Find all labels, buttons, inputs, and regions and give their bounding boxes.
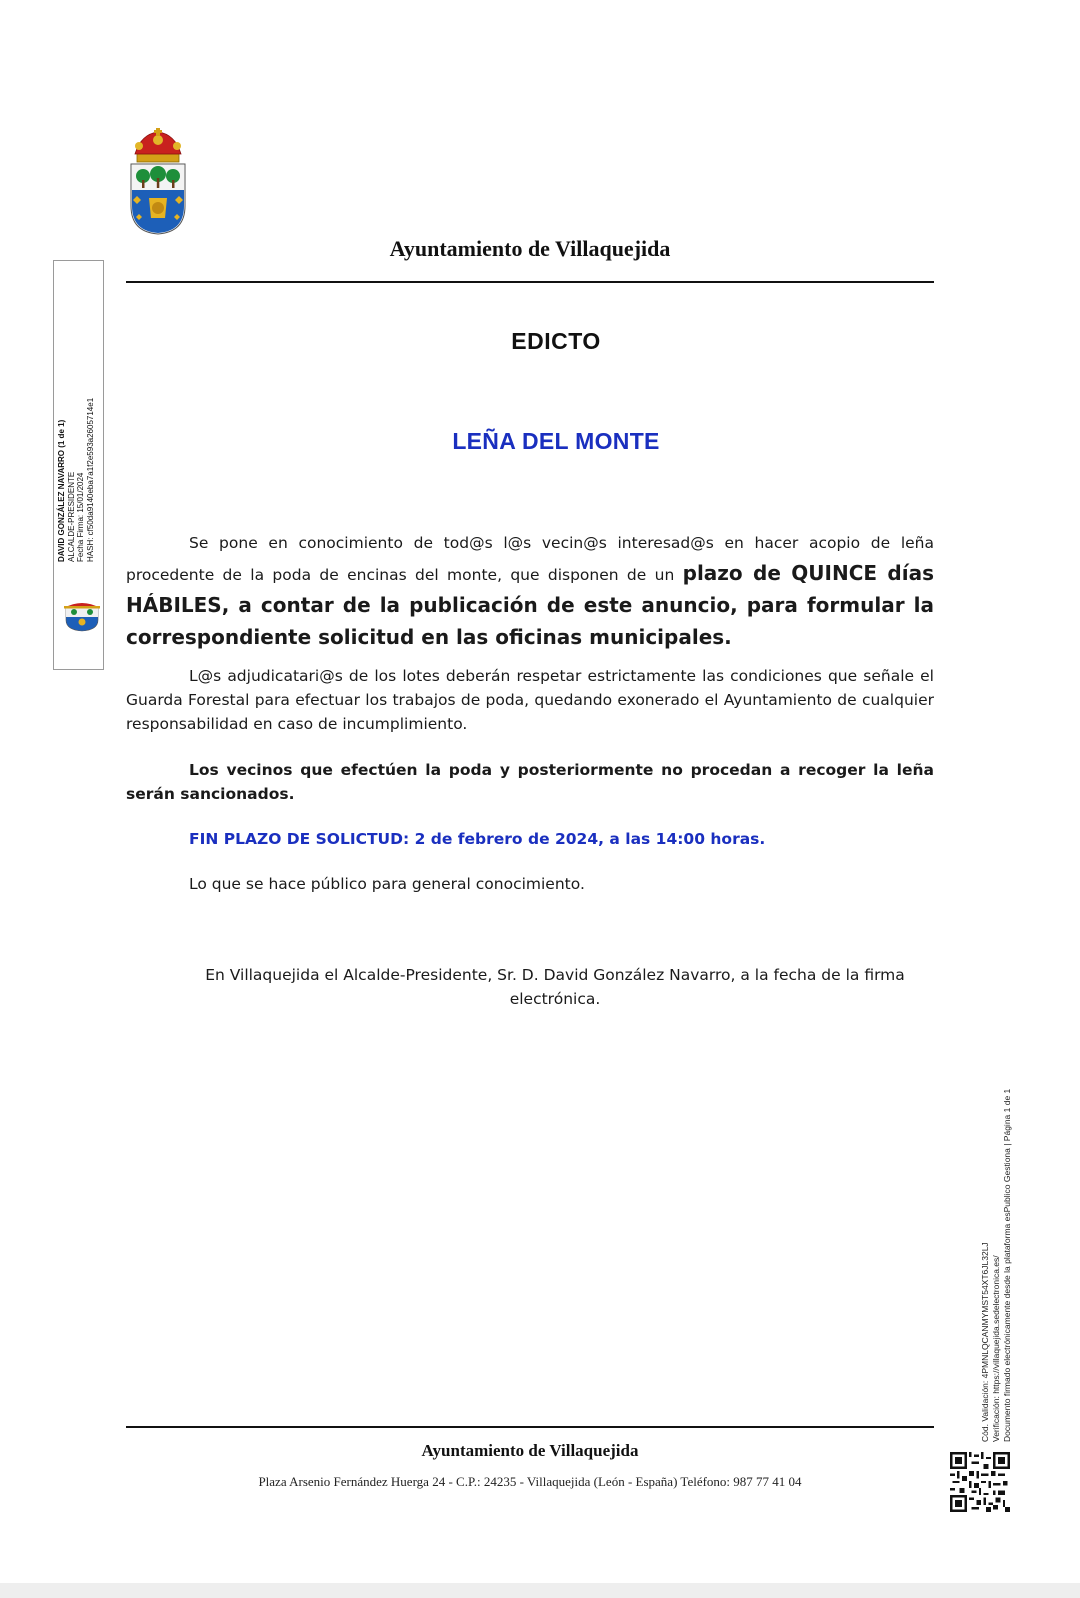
document-subject: LEÑA DEL MONTE	[452, 428, 660, 454]
deadline-notice: FIN PLAZO DE SOLICTUD: 2 de febrero de 2024, a las 14:00 horas.	[189, 830, 766, 848]
page-bottom-edge	[0, 1583, 1080, 1598]
signer-count: (1 de 1)	[57, 419, 66, 450]
signature-statement: En Villaquejida el Alcalde-Presidente, Sr. D. David González Navarro, a la fecha de la firma electrónica.	[205, 966, 905, 1008]
validation-code: Cód. Validación: 4PMNLQCANMYMST54XT6JL32LJ	[980, 1242, 990, 1442]
paragraph-sanction: Los vecinos que efectúen la poda y posteriormente no procedan a recoger la leña serán sancionados.	[126, 761, 934, 803]
signer-name: DAVID GONZÁLEZ NAVARRO	[57, 450, 66, 562]
signature-date: Fecha Firma: 15/01/2024	[76, 472, 85, 562]
header-title: Ayuntamiento de Villaquejida	[389, 236, 671, 261]
signature-platform-note: Documento firmado electrónicamente desde la plataforma esPublico Gestiona | Página 1 de 1	[1002, 1088, 1012, 1442]
signature-hash: HASH: cf50da9140eba7a1f2e593a2605714e1	[85, 397, 95, 562]
document-type: EDICTO	[511, 328, 601, 354]
validation-text	[980, 997, 1013, 1442]
signature-crest-icon	[60, 602, 104, 632]
qr-code-icon	[950, 1452, 1010, 1512]
closing-statement: Lo que se hace público para general conocimiento.	[189, 875, 585, 893]
signature-stamp-text	[57, 372, 95, 562]
footer-divider	[126, 1426, 934, 1428]
header-divider	[126, 281, 934, 283]
signer-role: ALCALDE-PRESIDENTE	[66, 471, 76, 562]
paragraph-announcement	[126, 528, 934, 654]
footer-address: Plaza Arsenio Fernández Huerga 24 - C.P.: 24235 - Villaquejida (León - España) Teléfono: 987 77 41 04	[258, 1474, 802, 1489]
verification-url: Verificación: https://villaquejida.sedelectronica.es/	[991, 1255, 1001, 1442]
footer-title: Ayuntamiento de Villaquejida	[421, 1441, 639, 1460]
paragraph-conditions: L@s adjudicatari@s de los lotes deberán respetar estrictamente las condiciones que señale el Guarda Forestal para efectuar los trabajos de poda, quedando exonerado el Ayuntamiento de cualquier responsabilidad en caso de incumplimiento.	[126, 667, 934, 733]
paragraph-announcement-highlight: plazo de QUINCE días HÁBILES, a contar de la publicación de este anuncio, para formular la correspondiente solicitud en las oficinas municipales.	[126, 561, 934, 649]
coat-of-arms-logo	[127, 128, 189, 236]
paragraph-announcement-normal: Se pone en conocimiento de tod@s l@s vecin@s interesad@s en hacer acopio de leña procedente de la poda de encinas del monte, que disponen de un	[126, 534, 934, 584]
